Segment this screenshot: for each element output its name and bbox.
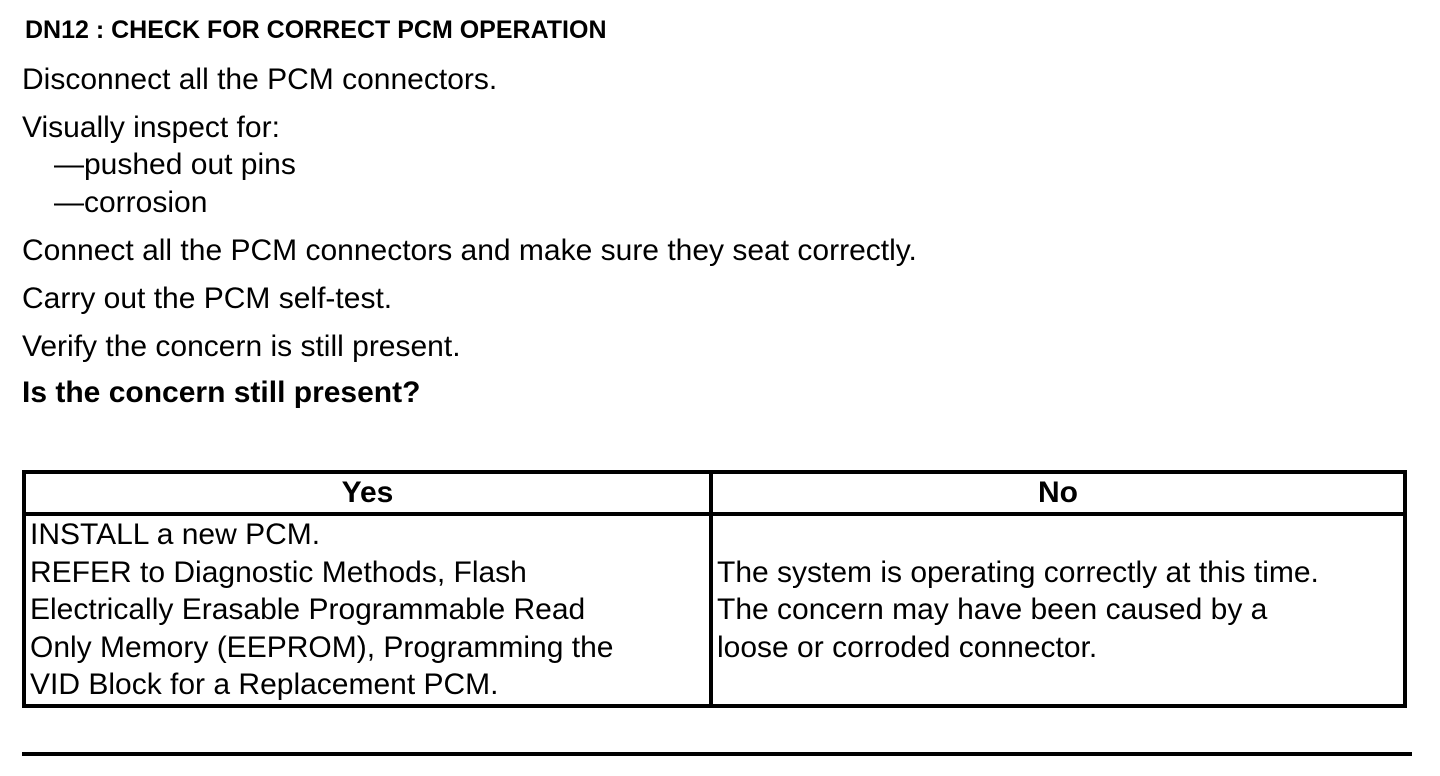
yes-action-line: VID Block for a Replacement PCM. xyxy=(30,668,499,701)
no-action-line: loose or corroded connector. xyxy=(717,630,1098,664)
inspect-item-corrosion: —corrosion xyxy=(54,186,208,219)
instruction-connect: Connect all the PCM connectors and make sure they seat correctly. xyxy=(22,234,917,267)
no-action-cell xyxy=(711,514,1405,706)
no-column-header: No xyxy=(711,472,1405,514)
table-header-row xyxy=(24,472,1405,514)
instruction-self-test: Carry out the PCM self-test. xyxy=(22,282,393,315)
instruction-verify: Verify the concern is still present. xyxy=(22,330,461,363)
instruction-inspect-intro: Visually inspect for: xyxy=(22,111,280,144)
yes-action-line: REFER to Diagnostic Methods, Flash xyxy=(30,555,527,589)
yes-action-line: Electrically Erasable Programmable Read xyxy=(30,593,586,626)
inspect-item-pushed-out-pins: —pushed out pins xyxy=(54,148,296,181)
decision-question: Is the concern still present? xyxy=(22,376,421,409)
decision-table xyxy=(22,470,1407,708)
no-action-line: The concern may have been caused by a xyxy=(717,593,1268,626)
table-row xyxy=(24,514,1405,706)
yes-action-line: INSTALL a new PCM. xyxy=(30,518,321,551)
yes-column-header: Yes xyxy=(24,472,711,514)
section-divider xyxy=(22,752,1412,756)
yes-action-cell xyxy=(24,514,711,706)
no-action-line: The system is operating correctly at this time. xyxy=(717,555,1319,589)
yes-action-line: Only Memory (EEPROM), Programming the xyxy=(30,630,614,664)
instruction-disconnect: Disconnect all the PCM connectors. xyxy=(22,63,498,96)
step-heading: DN12 : CHECK FOR CORRECT PCM OPERATION xyxy=(25,16,607,44)
